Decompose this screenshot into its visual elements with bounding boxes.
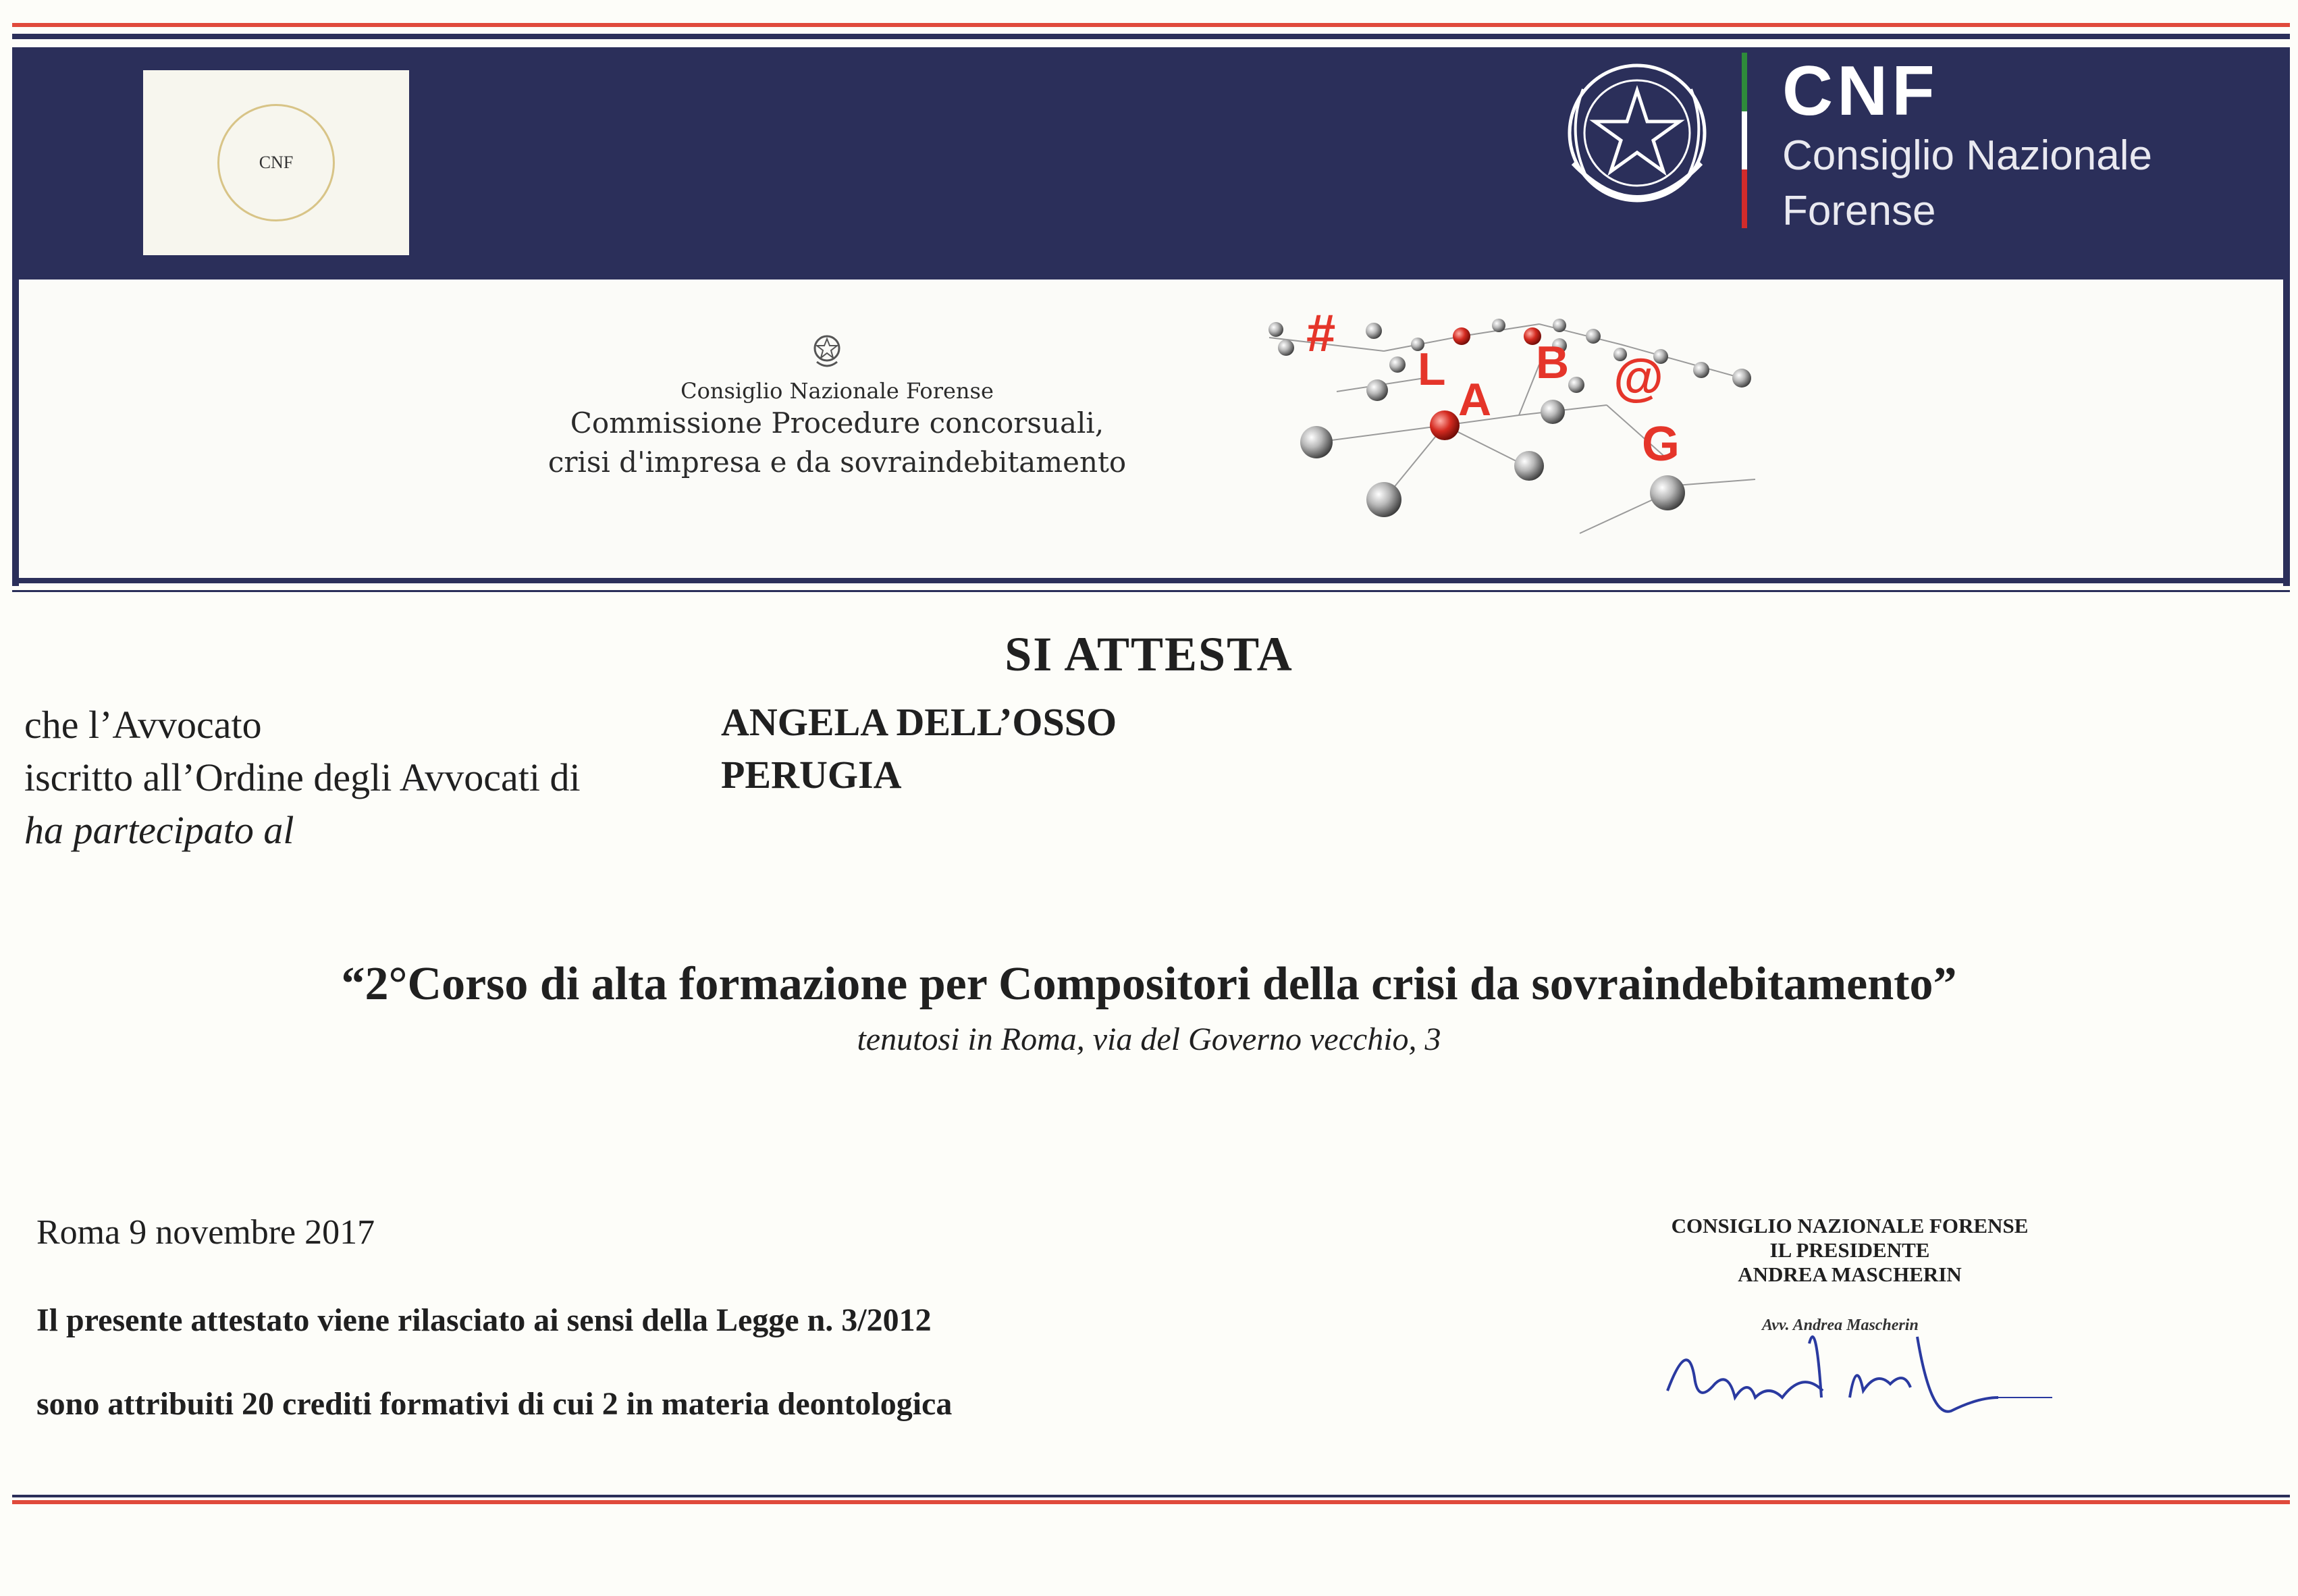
cnf-seal-logo bbox=[217, 104, 335, 221]
top-red-rule bbox=[12, 23, 2290, 27]
small-emblem-icon bbox=[811, 332, 843, 370]
participated-label: ha partecipato al bbox=[24, 808, 294, 852]
president-org: CONSIGLIO NAZIONALE FORENSE bbox=[1671, 1214, 2029, 1238]
credits-statement: sono attribuiti 20 crediti formativi di cui 2 in materia deontologica bbox=[36, 1386, 953, 1422]
signature-caption: Avv. Andrea Mascherin bbox=[1762, 1316, 1919, 1334]
course-title: “2°Corso di alta formazione per Compositori della crisi da sovraindebitamento” bbox=[341, 958, 1957, 1010]
law-statement: Il presente attestato viene rilasciato ai sensi della Legge n. 3/2012 bbox=[36, 1302, 932, 1338]
network-letter-a: A bbox=[1458, 374, 1492, 425]
lab-network-graphic bbox=[1229, 284, 1769, 554]
brand-subtitle bbox=[1782, 128, 2152, 239]
italian-emblem-icon bbox=[1546, 49, 1728, 231]
president-name: ANDREA MASCHERIN bbox=[1738, 1262, 1962, 1286]
header-bottom-rule-thin bbox=[12, 590, 2290, 592]
commission-line2: crisi d'impresa e da sovraindebitamento bbox=[547, 446, 1127, 479]
cnf-seal-text: CNF bbox=[259, 153, 294, 172]
commission-block bbox=[513, 378, 1161, 482]
brand-title: CNF bbox=[1782, 52, 1939, 130]
order-city: PERUGIA bbox=[721, 753, 902, 797]
italian-tricolor-bar bbox=[1742, 53, 1747, 228]
network-letter-hash: # bbox=[1306, 303, 1336, 363]
lawyer-name: ANGELA DELL’OSSO bbox=[721, 700, 1117, 744]
brand-subtitle-line2: Forense bbox=[1782, 188, 1936, 234]
course-place: tenutosi in Roma, via del Governo vecchio, 3 bbox=[857, 1021, 1441, 1057]
attestation-heading: SI ATTESTA bbox=[1005, 627, 1293, 681]
network-letter-l: L bbox=[1418, 344, 1446, 395]
network-letter-g: G bbox=[1642, 417, 1680, 471]
network-letter-b: B bbox=[1536, 337, 1570, 388]
commission-line1: Commissione Procedure concorsuali, bbox=[570, 406, 1104, 440]
cnf-logo-card bbox=[143, 70, 409, 255]
president-role: IL PRESIDENTE bbox=[1769, 1238, 1930, 1262]
bottom-red-rule bbox=[12, 1500, 2290, 1504]
issue-date: Roma 9 novembre 2017 bbox=[36, 1213, 375, 1252]
lawyer-label: che l’Avvocato bbox=[24, 703, 262, 747]
bottom-navy-rule bbox=[12, 1495, 2290, 1497]
network-letter-at: @ bbox=[1613, 349, 1664, 406]
brand-subtitle-line1: Consiglio Nazionale bbox=[1782, 132, 2152, 179]
top-navy-rule bbox=[12, 34, 2290, 39]
order-label: iscritto all’Ordine degli Avvocati di bbox=[24, 755, 581, 799]
president-signature bbox=[1647, 1296, 2079, 1431]
header-bottom-rule bbox=[12, 578, 2290, 583]
commission-org: Consiglio Nazionale Forense bbox=[680, 378, 994, 404]
